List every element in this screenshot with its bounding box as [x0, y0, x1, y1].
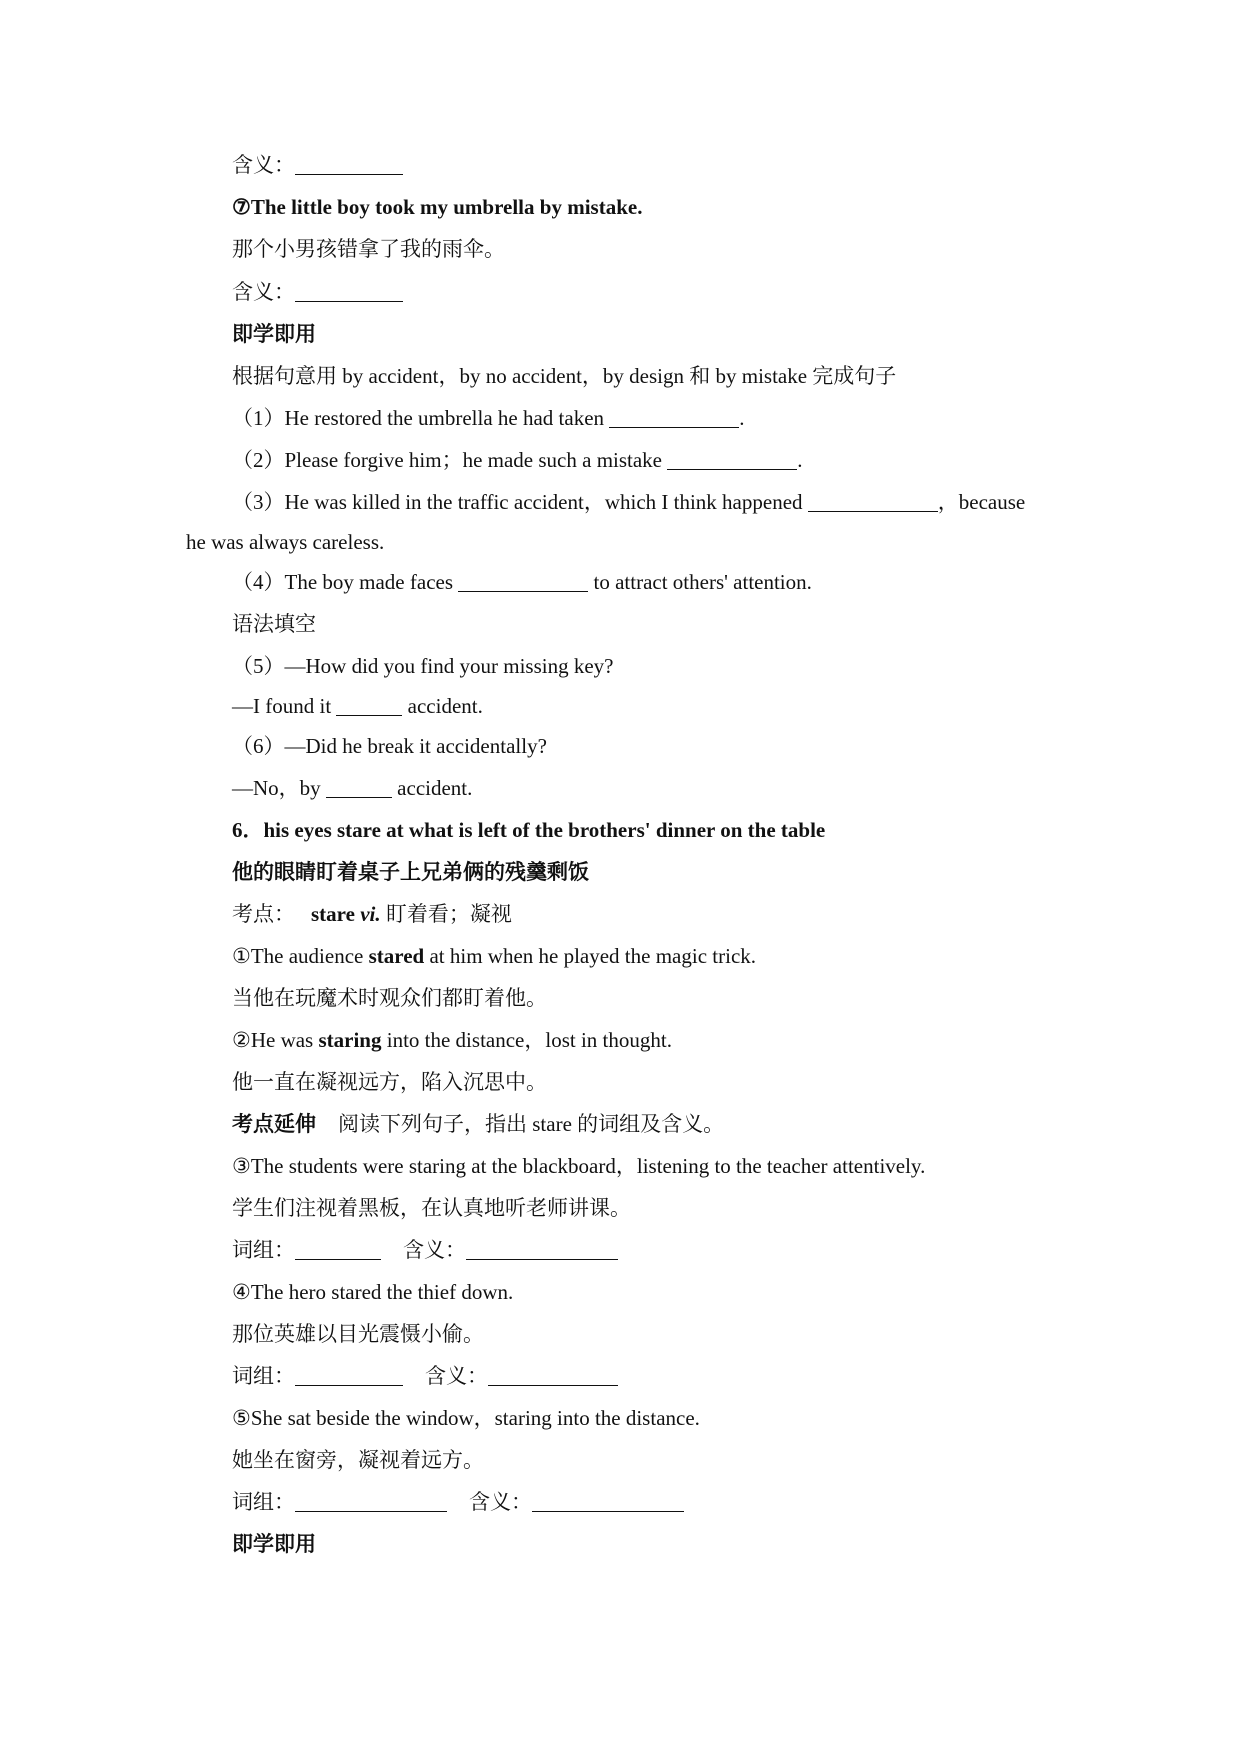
exercise-4: [232, 569, 812, 595]
exercise-3-continuation: he was always careless.: [186, 530, 385, 554]
section-heading: 语法填空: [232, 612, 316, 636]
answer-blank[interactable]: [466, 1239, 618, 1260]
instruction: 根据句意用 by accident，by no accident，by design 和 by mistake 完成句子: [232, 364, 897, 388]
exercise-text: accident.: [391, 776, 473, 800]
example-text: into the distance，lost in thought.: [381, 1028, 672, 1052]
exercise-text: to attract others' attention.: [588, 570, 812, 594]
phrase-label: 词组：: [232, 1364, 295, 1388]
extension-instruction: 阅读下列句子，指出 stare 的词组及含义。: [338, 1112, 725, 1136]
exercise-text: （4）The boy made faces: [232, 570, 459, 594]
exercise-text: accident.: [402, 694, 483, 718]
example-sentence: [232, 943, 756, 969]
extension-label: 考点延伸: [232, 1112, 316, 1136]
answer-blank[interactable]: [808, 491, 938, 512]
example-translation: 学生们注视着黑板，在认真地听老师讲课。: [232, 1196, 631, 1220]
example-sentence: ③The students were staring at the blackboard，listening to the teacher attentively.: [232, 1154, 926, 1178]
meaning-label: 含义：: [232, 280, 295, 304]
phrase-meaning-line: [232, 1237, 618, 1263]
highlighted-word: stared: [368, 944, 425, 968]
meaning-line: [232, 152, 403, 178]
meaning-label: 含义：: [425, 1364, 488, 1388]
keyword: stare: [311, 902, 361, 926]
phrase-meaning-line: [232, 1489, 684, 1515]
answer-blank[interactable]: [295, 1365, 403, 1386]
key-point-label: 考点：: [232, 902, 295, 926]
key-point: [232, 901, 512, 927]
answer-blank[interactable]: [295, 281, 403, 302]
exercise-text: —I found it: [232, 694, 337, 718]
exercise-5-answer: [232, 693, 483, 719]
example-text: at him when he played the magic trick.: [424, 944, 757, 968]
example-translation: 她坐在窗旁，凝视着远方。: [232, 1448, 484, 1472]
answer-blank[interactable]: [295, 1491, 447, 1512]
exercise-text: —No，by: [232, 776, 326, 800]
key-sentence-translation: 他的眼睛盯着桌子上兄弟俩的残羹剩饭: [232, 860, 589, 884]
example-text: ①The audience: [232, 944, 369, 968]
answer-blank[interactable]: [667, 449, 797, 470]
exercise-6-answer: [232, 775, 472, 801]
example-sentence: [232, 1027, 672, 1053]
exercise-text: .: [797, 448, 803, 472]
highlighted-word: staring: [318, 1028, 382, 1052]
exercise-2: [232, 447, 803, 473]
example-translation: 那位英雄以目光震慑小偷。: [232, 1322, 484, 1346]
answer-blank[interactable]: [609, 407, 739, 428]
answer-blank[interactable]: [488, 1365, 618, 1386]
phrase-meaning-line: [232, 1363, 618, 1389]
example-sentence: ④The hero stared the thief down.: [232, 1280, 514, 1304]
exercise-text: （1）He restored the umbrella he had taken: [232, 406, 610, 430]
exercise-text: ，because: [937, 490, 1026, 514]
example-translation: 当他在玩魔术时观众们都盯着他。: [232, 986, 547, 1010]
exercise-6: （6）—Did he break it accidentally?: [232, 734, 547, 758]
answer-blank[interactable]: [326, 777, 392, 798]
meaning-label: 含义：: [232, 153, 295, 177]
example-sentence: ⑤She sat beside the window，staring into the distance.: [232, 1406, 700, 1430]
part-of-speech: vi.: [360, 902, 381, 926]
answer-blank[interactable]: [458, 571, 588, 592]
meaning-label: 含义：: [469, 1490, 532, 1514]
extension-heading: [232, 1111, 724, 1137]
section-heading: 即学即用: [232, 1532, 316, 1556]
exercise-text: （2）Please forgive him；he made such a mistake: [232, 448, 668, 472]
exercise-text: .: [739, 406, 745, 430]
example-translation: 他一直在凝视远方，陷入沉思中。: [232, 1070, 547, 1094]
example-text: ②He was: [232, 1028, 319, 1052]
answer-blank[interactable]: [295, 154, 403, 175]
exercise-1: [232, 405, 745, 431]
definition: 盯着看；凝视: [380, 902, 512, 926]
answer-blank[interactable]: [295, 1239, 381, 1260]
meaning-label: 含义：: [403, 1238, 466, 1262]
example-sentence: ⑦The little boy took my umbrella by mistake.: [232, 195, 643, 219]
phrase-label: 词组：: [232, 1490, 295, 1514]
answer-blank[interactable]: [336, 695, 402, 716]
meaning-line: [232, 279, 403, 305]
exercise-5: （5）—How did you find your missing key?: [232, 654, 614, 678]
phrase-label: 词组：: [232, 1238, 295, 1262]
section-heading: 即学即用: [232, 322, 316, 346]
exercise-text: （3）He was killed in the traffic accident，which I think happened: [232, 490, 808, 514]
answer-blank[interactable]: [532, 1491, 684, 1512]
example-translation: 那个小男孩错拿了我的雨伞。: [232, 237, 505, 261]
key-sentence: 6．his eyes stare at what is left of the brothers' dinner on the table: [232, 818, 826, 842]
exercise-3: [232, 489, 1025, 515]
